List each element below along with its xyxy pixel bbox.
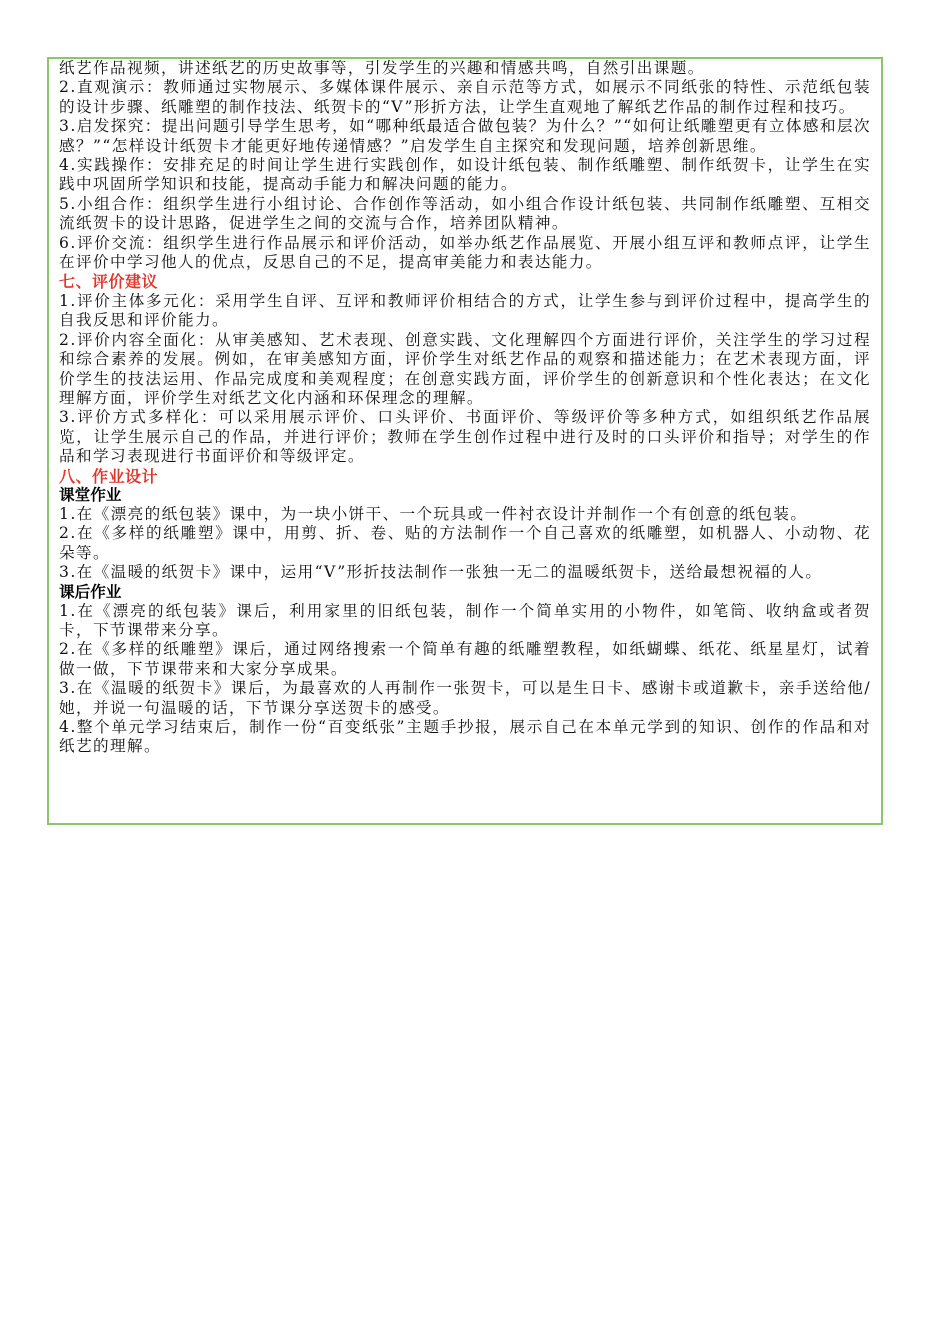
classwork-item-3: 3.在《温暖的纸贺卡》课中，运用“V”形折技法制作一张独一无二的温暖纸贺卡，送给最想祝福的人。 bbox=[59, 563, 823, 582]
classwork-item-1: 1.在《漂亮的纸包装》课中，为一块小饼干、一个玩具或一件衬衣设计并制作一个有创意的纸包装。 bbox=[59, 504, 808, 523]
homework-item-2: 2.在《多样的纸雕塑》课后，通过网络搜索一个简单有趣的纸雕塑教程，如纸蝴蝶、纸花、纸星星灯，试着做一做，下节课带来和大家分享成果。 bbox=[59, 640, 871, 678]
document-frame bbox=[47, 57, 883, 825]
homework-title: 课后作业 bbox=[59, 582, 122, 601]
section-8-title: 八、作业设计 bbox=[59, 466, 159, 486]
evaluation-item-2: 2.评价内容全面化：从审美感知、艺术表现、创意实践、文化理解四个方面进行评价，关注学生的学习过程和综合素养的发展。例如，在审美感知方面，评价学生对纸艺作品的观察和描述能力；在艺术表现方面，评价学生的技法运用、作品完成度和美观程度；在创意实践方面，评价学生的创新意识和个性化表达；在文化理解方面，评价学生对纸艺文化内涵和环保理念的理解。 bbox=[59, 330, 871, 407]
method-item-5: 5.小组合作：组织学生进行小组讨论、合作创作等活动，如小组合作设计纸包装、共同制作纸雕塑、互相交流纸贺卡的设计思路，促进学生之间的交流与合作，培养团队精神。 bbox=[59, 194, 871, 233]
homework-item-3: 3.在《温暖的纸贺卡》课后，为最喜欢的人再制作一张贺卡，可以是生日卡、感谢卡或道歉卡，亲手送给他/她，并说一句温暖的话，下节课分享送贺卡的感受。 bbox=[59, 679, 871, 717]
intro-paragraph: 纸艺作品视频，讲述纸艺的历史故事等，引发学生的兴趣和情感共鸣，自然引出课题。 bbox=[59, 59, 705, 77]
classwork-item-2: 2.在《多样的纸雕塑》课中，用剪、折、卷、贴的方法制作一个自己喜欢的纸雕塑，如机器人、小动物、花朵等。 bbox=[59, 524, 871, 562]
method-item-6: 6.评价交流：组织学生进行作品展示和评价活动，如举办纸艺作品展览、开展小组互评和教师点评，让学生在评价中学习他人的优点，反思自己的不足，提高审美能力和表达能力。 bbox=[59, 233, 871, 272]
method-item-3: 3.启发探究：提出问题引导学生思考，如“哪种纸最适合做包装？为什么？”“如何让纸雕塑更有立体感和层次感？”“怎样设计纸贺卡才能更好地传递情感？”启发学生自主探究和发现问题，培养创新思维。 bbox=[59, 117, 871, 155]
evaluation-item-1: 1.评价主体多元化：采用学生自评、互评和教师评价相结合的方式，让学生参与到评价过程中，提高学生的自我反思和评价能力。 bbox=[59, 291, 871, 330]
classwork-title: 课堂作业 bbox=[59, 485, 122, 504]
evaluation-item-3: 3.评价方式多样化：可以采用展示评价、口头评价、书面评价、等级评价等多种方式，如组织纸艺作品展览，让学生展示自己的作品，并进行评价；教师在学生创作过程中进行及时的口头评价和指导；对学生的作品和学习表现进行书面评价和等级评定。 bbox=[59, 408, 871, 466]
homework-item-4: 4.整个单元学习结束后，制作一份“百变纸张”主题手抄报，展示自己在本单元学到的知识、创作的作品和对纸艺的理解。 bbox=[59, 718, 871, 756]
method-item-4: 4.实践操作：安排充足的时间让学生进行实践创作，如设计纸包装、制作纸雕塑、制作纸贺卡，让学生在实践中巩固所学知识和技能，提高动手能力和解决问题的能力。 bbox=[59, 156, 871, 194]
section-7-title: 七、评价建议 bbox=[59, 272, 159, 292]
homework-item-1: 1.在《漂亮的纸包装》课后，利用家里的旧纸包装，制作一个简单实用的小物件，如笔筒、收纳盒或者贺卡，下节课带来分享。 bbox=[59, 601, 871, 639]
document-content bbox=[59, 59, 871, 757]
method-item-2: 2.直观演示：教师通过实物展示、多媒体课件展示、亲自示范等方式，如展示不同纸张的特性、示范纸包装的设计步骤、纸雕塑的制作技法、纸贺卡的“V”形折方法，让学生直观地了解纸艺作品的制作过程和技巧。 bbox=[59, 78, 871, 116]
